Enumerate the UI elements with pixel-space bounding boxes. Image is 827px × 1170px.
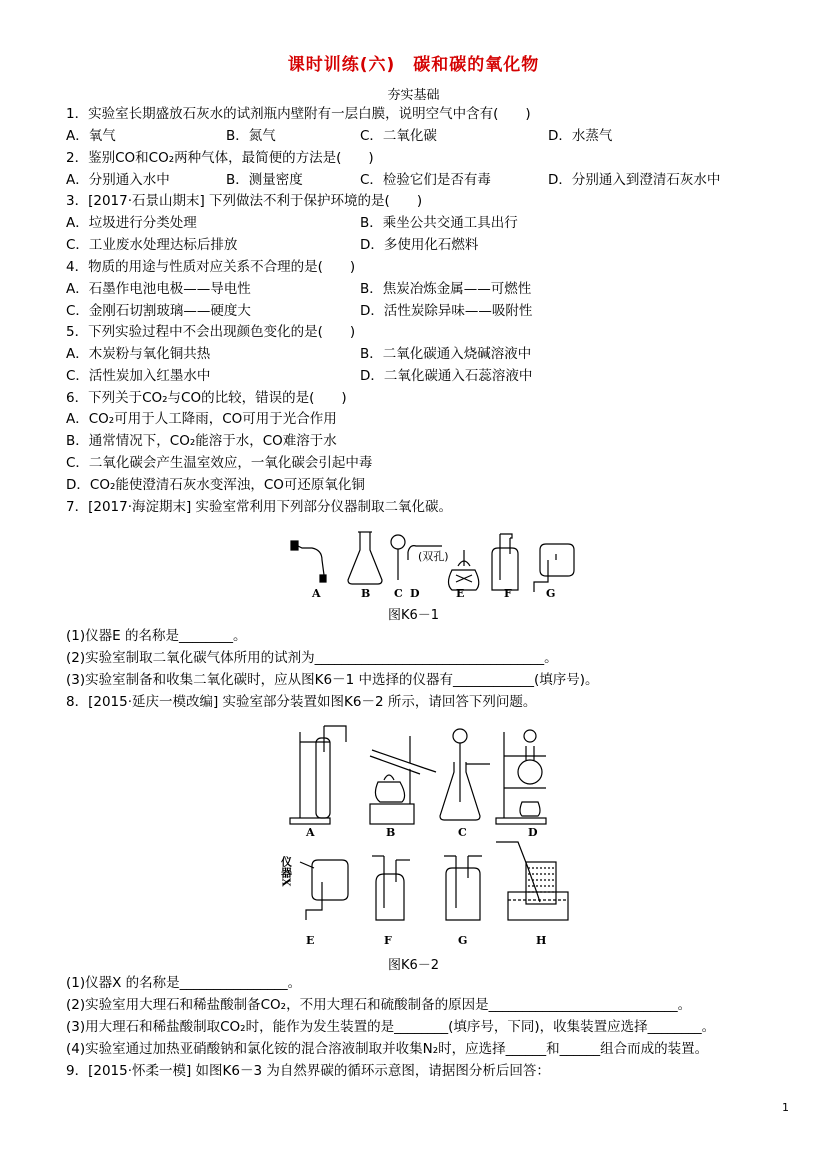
question-1-stem: 1．实验室长期盛放石灰水的试剂瓶内壁附有一层白膜，说明空气中含有( ) bbox=[66, 106, 531, 122]
fig2-label-g: G bbox=[458, 934, 468, 947]
fig1-label-a: A bbox=[312, 587, 321, 600]
apparatus-g-bottle bbox=[540, 544, 574, 576]
figure-k6-2 bbox=[0, 722, 827, 950]
question-3-stem: 3．[2017·石景山期末] 下列做法不利于保护环境的是( ) bbox=[66, 193, 423, 209]
question-6-stem: 6．下列关于CO₂与CO的比较，错误的是( ) bbox=[66, 390, 347, 406]
q4-option-d: D．活性炭除异味——吸附性 bbox=[360, 303, 533, 319]
q2-option-b: B．测量密度 bbox=[226, 172, 303, 188]
fig2-label-d: D bbox=[528, 826, 538, 839]
question-9-stem: 9．[2015·怀柔一模] 如图K6－3 为自然界碳的循环示意图，请据图分析后回答： bbox=[66, 1063, 550, 1079]
apparatus-a-stand bbox=[290, 726, 346, 824]
q1-option-b: B．氮气 bbox=[226, 128, 276, 144]
fig2-label-a: A bbox=[306, 826, 315, 839]
fig1-label-c: C bbox=[394, 587, 403, 600]
figure-k6-1-drawing bbox=[0, 520, 827, 602]
q1-option-c: C．二氧化碳 bbox=[360, 128, 437, 144]
fig1-label-f: F bbox=[504, 587, 512, 600]
apparatus-f-bottle bbox=[492, 548, 518, 590]
q4-option-a: A．石墨作电池电极——导电性 bbox=[66, 281, 251, 297]
q3-option-b: B．乘坐公共交通工具出行 bbox=[360, 215, 518, 231]
fig2-label-b: B bbox=[386, 826, 396, 839]
question-4-stem: 4．物质的用途与性质对应关系不合理的是( ) bbox=[66, 259, 356, 275]
q6-option-c: C．二氧化碳会产生温室效应，一氧化碳会引起中毒 bbox=[66, 455, 373, 471]
page-title: 课时训练(六) 碳和碳的氧化物 bbox=[287, 55, 540, 75]
q3-option-c: C．工业废水处理达标后排放 bbox=[66, 237, 238, 253]
apparatus-h-trough bbox=[496, 842, 568, 920]
apparatus-g-bottle bbox=[444, 856, 482, 920]
figure-k6-1-caption: 图K6－1 bbox=[387, 608, 440, 623]
fig2-label-h: H bbox=[536, 934, 547, 947]
apparatus-c-flask bbox=[440, 729, 490, 820]
q7-sub-2: (2)实验室制取二氧化碳气体所用的试剂为__________________________________。 bbox=[66, 650, 558, 666]
q6-option-d: D．CO₂能使澄清石灰水变浑浊，CO可还原氧化铜 bbox=[66, 477, 365, 493]
apparatus-e-bottle bbox=[300, 860, 348, 920]
question-5-stem: 5．下列实验过程中不会出现颜色变化的是( ) bbox=[66, 324, 356, 340]
fig2-label-c: C bbox=[458, 826, 467, 839]
question-2-stem: 2．鉴别CO和CO₂两种气体，最简便的方法是( ) bbox=[66, 150, 374, 166]
apparatus-a-tube bbox=[296, 545, 324, 575]
q2-option-d: D．分别通入到澄清石灰水中 bbox=[548, 172, 721, 188]
question-7-stem: 7．[2017·海淀期末] 实验室常利用下列部分仪器制取二氧化碳。 bbox=[66, 499, 453, 515]
apparatus-f-bottle bbox=[372, 856, 410, 920]
q2-option-a: A．分别通入水中 bbox=[66, 172, 170, 188]
figure-k6-2-drawing bbox=[0, 722, 827, 950]
q1-option-d: D．水蒸气 bbox=[548, 128, 613, 144]
q4-option-b: B．焦炭冶炼金属——可燃性 bbox=[360, 281, 532, 297]
q6-option-a: A．CO₂可用于人工降雨，CO可用于光合作用 bbox=[66, 411, 337, 427]
apparatus-c-funnel bbox=[391, 535, 405, 549]
q4-option-c: C．金刚石切割玻璃——硬度大 bbox=[66, 303, 251, 319]
figure-k6-1 bbox=[0, 520, 827, 602]
q2-option-c: C．检验它们是否有毒 bbox=[360, 172, 491, 188]
q5-option-b: B．二氧化碳通入烧碱溶液中 bbox=[360, 346, 532, 362]
fig1-label-e: E bbox=[456, 587, 465, 600]
section-heading: 夯实基础 bbox=[387, 88, 440, 103]
q7-sub-3: (3)实验室制备和收集二氧化碳时，应从图K6－1 中选择的仪器有____________(填序号)。 bbox=[66, 672, 599, 688]
stopper-note: (双孔) bbox=[418, 550, 449, 563]
q1-option-a: A．氧气 bbox=[66, 128, 116, 144]
q3-option-a: A．垃圾进行分类处理 bbox=[66, 215, 197, 231]
q8-sub-2: (2)实验室用大理石和稀盐酸制备CO₂，不用大理石和硫酸制备的原因是____________________________。 bbox=[66, 997, 692, 1013]
fig2-label-f: F bbox=[384, 934, 392, 947]
q5-option-d: D．二氧化碳通入石蕊溶液中 bbox=[360, 368, 533, 384]
instrument-x-label: 仪器X bbox=[279, 856, 293, 887]
q6-option-b: B．通常情况下，CO₂能溶于水，CO难溶于水 bbox=[66, 433, 337, 449]
q8-sub-4: (4)实验室通过加热亚硝酸钠和氯化铵的混合溶液制取并收集N₂时，应选择______和______组合而成的装置。 bbox=[66, 1041, 709, 1057]
figure-k6-2-caption: 图K6－2 bbox=[387, 958, 440, 973]
q7-sub-1: (1)仪器E 的名称是________。 bbox=[66, 628, 247, 644]
page-number: 1 bbox=[782, 1101, 789, 1114]
fig2-label-e: E bbox=[306, 934, 315, 947]
fig1-label-g: G bbox=[546, 587, 556, 600]
fig1-label-d: D bbox=[410, 587, 420, 600]
question-8-stem: 8．[2015·延庆一模改编] 实验室部分装置如图K6－2 所示，请回答下列问题。 bbox=[66, 694, 537, 710]
apparatus-d-setup bbox=[496, 730, 546, 824]
q3-option-d: D．多使用化石燃料 bbox=[360, 237, 479, 253]
apparatus-b-heater bbox=[370, 736, 436, 824]
fig1-label-b: B bbox=[361, 587, 371, 600]
q5-option-c: C．活性炭加入红墨水中 bbox=[66, 368, 211, 384]
q8-sub-1: (1)仪器X 的名称是________________。 bbox=[66, 975, 302, 991]
q5-option-a: A．木炭粉与氧化铜共热 bbox=[66, 346, 211, 362]
apparatus-b-flask bbox=[348, 532, 382, 584]
q8-sub-3: (3)用大理石和稀盐酸制取CO₂时，能作为发生装置的是________(填序号，下同)，收集装置应选择________。 bbox=[66, 1019, 716, 1035]
